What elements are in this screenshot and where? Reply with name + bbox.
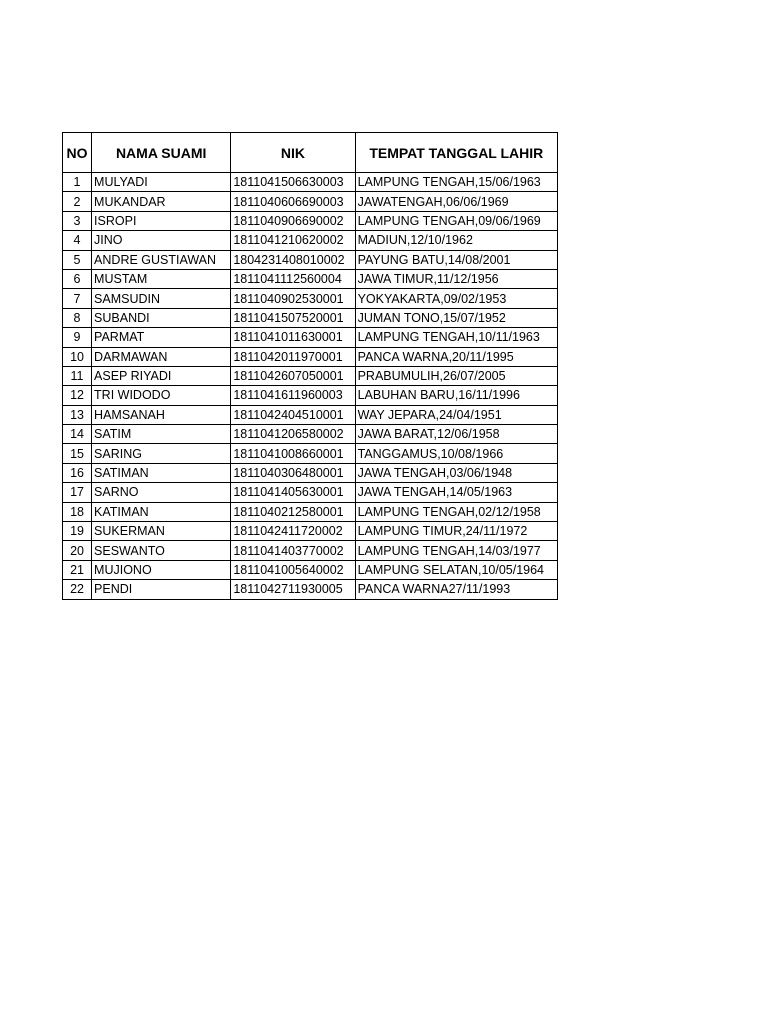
- tempat-tanggal-lahir-cell: LAMPUNG TENGAH,02/12/1958: [355, 502, 557, 521]
- row-number: 9: [63, 328, 92, 347]
- tempat-tanggal-lahir-cell: LAMPUNG TENGAH,09/06/1969: [355, 211, 557, 230]
- nama-suami-cell: SARING: [92, 444, 231, 463]
- table-row: [63, 444, 558, 463]
- tempat-tanggal-lahir-cell: JAWA TIMUR,11/12/1956: [355, 269, 557, 288]
- nik-cell: 1811041506630003: [231, 173, 355, 192]
- data-table: [62, 132, 558, 600]
- nik-cell: 1811042011970001: [231, 347, 355, 366]
- nik-cell: 1811041210620002: [231, 231, 355, 250]
- tempat-tanggal-lahir-cell: JAWA BARAT,12/06/1958: [355, 425, 557, 444]
- table-row: [63, 308, 558, 327]
- tempat-tanggal-lahir-cell: LAMPUNG SELATAN,10/05/1964: [355, 560, 557, 579]
- tempat-tanggal-lahir-cell: PRABUMULIH,26/07/2005: [355, 366, 557, 385]
- nik-cell: 1804231408010002: [231, 250, 355, 269]
- table-row: [63, 463, 558, 482]
- tempat-tanggal-lahir-cell: LAMPUNG TENGAH,15/06/1963: [355, 173, 557, 192]
- nama-suami-cell: ANDRE GUSTIAWAN: [92, 250, 231, 269]
- row-number: 14: [63, 425, 92, 444]
- row-number: 10: [63, 347, 92, 366]
- header-no: NO: [63, 133, 92, 173]
- nik-cell: 1811042411720002: [231, 522, 355, 541]
- tempat-tanggal-lahir-cell: LAMPUNG TENGAH,14/03/1977: [355, 541, 557, 560]
- nama-suami-cell: MUJIONO: [92, 560, 231, 579]
- tempat-tanggal-lahir-cell: PANCA WARNA27/11/1993: [355, 580, 557, 599]
- table-row: [63, 289, 558, 308]
- tempat-tanggal-lahir-cell: JUMAN TONO,15/07/1952: [355, 308, 557, 327]
- table-row: [63, 231, 558, 250]
- tempat-tanggal-lahir-cell: LAMPUNG TENGAH,10/11/1963: [355, 328, 557, 347]
- nama-suami-cell: SUKERMAN: [92, 522, 231, 541]
- nama-suami-cell: JINO: [92, 231, 231, 250]
- nik-cell: 1811042607050001: [231, 366, 355, 385]
- row-number: 21: [63, 560, 92, 579]
- nik-cell: 1811041005640002: [231, 560, 355, 579]
- nama-suami-cell: SAMSUDIN: [92, 289, 231, 308]
- nik-cell: 1811041008660001: [231, 444, 355, 463]
- tempat-tanggal-lahir-cell: TANGGAMUS,10/08/1966: [355, 444, 557, 463]
- nama-suami-cell: HAMSANAH: [92, 405, 231, 424]
- table-row: [63, 386, 558, 405]
- table-row: [63, 366, 558, 385]
- table-row: [63, 425, 558, 444]
- table-row: [63, 173, 558, 192]
- tempat-tanggal-lahir-cell: JAWATENGAH,06/06/1969: [355, 192, 557, 211]
- row-number: 7: [63, 289, 92, 308]
- nik-cell: 1811041507520001: [231, 308, 355, 327]
- tempat-tanggal-lahir-cell: LAMPUNG TIMUR,24/11/1972: [355, 522, 557, 541]
- nik-cell: 1811040606690003: [231, 192, 355, 211]
- tempat-tanggal-lahir-cell: YOKYAKARTA,09/02/1953: [355, 289, 557, 308]
- nik-cell: 1811040906690002: [231, 211, 355, 230]
- table-row: [63, 347, 558, 366]
- row-number: 8: [63, 308, 92, 327]
- nik-cell: 1811040306480001: [231, 463, 355, 482]
- row-number: 1: [63, 173, 92, 192]
- nama-suami-cell: ASEP RIYADI: [92, 366, 231, 385]
- table-row: [63, 250, 558, 269]
- nama-suami-cell: SUBANDI: [92, 308, 231, 327]
- table-row: [63, 269, 558, 288]
- row-number: 18: [63, 502, 92, 521]
- header-nama-suami: NAMA SUAMI: [92, 133, 231, 173]
- nik-cell: 1811041011630001: [231, 328, 355, 347]
- nama-suami-cell: ISROPI: [92, 211, 231, 230]
- table-header: [63, 133, 558, 173]
- row-number: 22: [63, 580, 92, 599]
- row-number: 4: [63, 231, 92, 250]
- tempat-tanggal-lahir-cell: JAWA TENGAH,14/05/1963: [355, 483, 557, 502]
- row-number: 2: [63, 192, 92, 211]
- nik-cell: 1811042404510001: [231, 405, 355, 424]
- table-row: [63, 211, 558, 230]
- row-number: 5: [63, 250, 92, 269]
- tempat-tanggal-lahir-cell: PANCA WARNA,20/11/1995: [355, 347, 557, 366]
- nama-suami-cell: TRI WIDODO: [92, 386, 231, 405]
- table-row: [63, 405, 558, 424]
- nik-cell: 1811041403770002: [231, 541, 355, 560]
- table-row: [63, 328, 558, 347]
- table-row: [63, 522, 558, 541]
- nama-suami-cell: PARMAT: [92, 328, 231, 347]
- row-number: 16: [63, 463, 92, 482]
- table-row: [63, 580, 558, 599]
- nama-suami-cell: MULYADI: [92, 173, 231, 192]
- tempat-tanggal-lahir-cell: LABUHAN BARU,16/11/1996: [355, 386, 557, 405]
- nama-suami-cell: SARNO: [92, 483, 231, 502]
- nik-cell: 1811040212580001: [231, 502, 355, 521]
- nik-cell: 1811041112560004: [231, 269, 355, 288]
- tempat-tanggal-lahir-cell: PAYUNG BATU,14/08/2001: [355, 250, 557, 269]
- nik-cell: 1811041206580002: [231, 425, 355, 444]
- table-row: [63, 483, 558, 502]
- tempat-tanggal-lahir-cell: JAWA TENGAH,03/06/1948: [355, 463, 557, 482]
- nama-suami-cell: PENDI: [92, 580, 231, 599]
- row-number: 11: [63, 366, 92, 385]
- row-number: 6: [63, 269, 92, 288]
- table-row: [63, 192, 558, 211]
- header-row: [63, 133, 558, 173]
- tempat-tanggal-lahir-cell: WAY JEPARA,24/04/1951: [355, 405, 557, 424]
- row-number: 19: [63, 522, 92, 541]
- nik-cell: 1811041611960003: [231, 386, 355, 405]
- row-number: 12: [63, 386, 92, 405]
- nik-cell: 1811041405630001: [231, 483, 355, 502]
- nama-suami-cell: KATIMAN: [92, 502, 231, 521]
- table-body: [63, 173, 558, 600]
- nama-suami-cell: MUSTAM: [92, 269, 231, 288]
- header-nik: NIK: [231, 133, 355, 173]
- row-number: 13: [63, 405, 92, 424]
- table-row: [63, 560, 558, 579]
- nik-cell: 1811040902530001: [231, 289, 355, 308]
- table-row: [63, 502, 558, 521]
- tempat-tanggal-lahir-cell: MADIUN,12/10/1962: [355, 231, 557, 250]
- nama-suami-cell: MUKANDAR: [92, 192, 231, 211]
- header-tempat-tanggal-lahir: TEMPAT TANGGAL LAHIR: [355, 133, 557, 173]
- row-number: 17: [63, 483, 92, 502]
- nama-suami-cell: SESWANTO: [92, 541, 231, 560]
- nama-suami-cell: DARMAWAN: [92, 347, 231, 366]
- row-number: 15: [63, 444, 92, 463]
- nama-suami-cell: SATIM: [92, 425, 231, 444]
- table-row: [63, 541, 558, 560]
- row-number: 3: [63, 211, 92, 230]
- nama-suami-cell: SATIMAN: [92, 463, 231, 482]
- nik-cell: 1811042711930005: [231, 580, 355, 599]
- row-number: 20: [63, 541, 92, 560]
